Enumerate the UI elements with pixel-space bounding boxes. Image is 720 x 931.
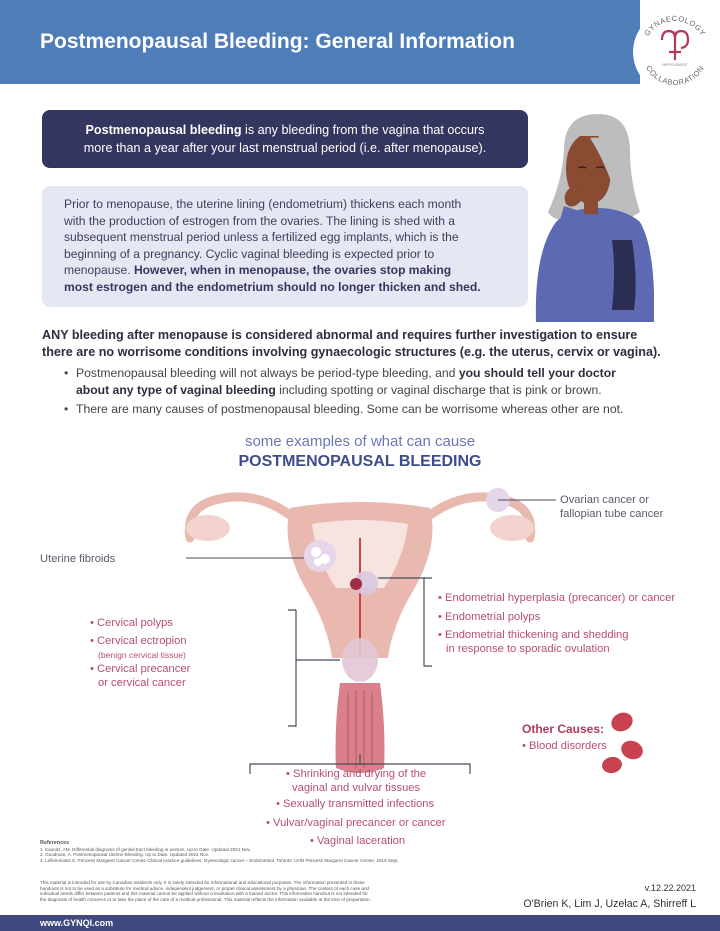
bullet-text: Postmenopausal bleeding will not always be period-type bleeding, and xyxy=(76,366,459,380)
label-cervical-precancer: • Cervical precancer or cervical cancer xyxy=(90,663,191,689)
footer-bar xyxy=(0,915,720,931)
gynqi-logo-icon xyxy=(632,2,718,96)
label-vaginal-laceration: • Vaginal laceration xyxy=(310,835,406,847)
label-cervical-ectropion: • Cervical ectropion xyxy=(90,635,187,647)
definition-text-line2: more than a year after your last menstrual period (i.e. after menopause). xyxy=(83,141,487,155)
label-vulvar-vaginal-cancer: • Vulvar/vaginal precancer or cancer xyxy=(266,817,446,829)
label-cervical-ectropion-note: (benign cervical tissue) xyxy=(98,650,186,660)
blood-cell xyxy=(619,738,646,762)
statement-line: ANY bleeding after menopause is considered abnormal and requires further investigation to ensure xyxy=(42,328,638,342)
worried-woman-illustration xyxy=(534,110,654,322)
info-line: subsequent menstrual period unless a fertilized egg implants, which is the xyxy=(64,230,459,244)
disclaimer: This material is intended for use by Canadian residents only. It is solely intended for informational and educational purposes. The information presented in these handouts is not to be used as a substitute for medical advice, independent judgement, or proper clinical assessment by a physician. The content of each case and individual needs differ between patients and this material cannot be applied without consultation with a trained doctor. This information handout is not intended for the diagnosis of health concerns or to take the place of the care of a medical professional. This material reflects the information available at the time of preparation. xyxy=(40,880,371,902)
info-line: menopause. xyxy=(64,263,134,277)
page-title: Postmenopausal Bleeding: General Information xyxy=(40,30,515,53)
definition-text: is any bleeding from the vagina that occurs xyxy=(241,123,485,137)
list-item xyxy=(64,401,704,418)
endometrial-polyp xyxy=(350,578,362,590)
definition-box xyxy=(42,110,528,168)
abnormal-bleeding-statement xyxy=(42,327,692,361)
logo-text-bottom: COLLABORATION xyxy=(644,63,706,88)
bullet-text: including spotting or vaginal discharge that is pink or brown. xyxy=(275,382,602,397)
footer-url-link[interactable]: www.GYNQI.com xyxy=(40,918,114,928)
other-causes-title: Other Causes: xyxy=(522,722,605,736)
right-ovary xyxy=(490,515,534,541)
header-banner xyxy=(0,0,640,84)
cervix-marker xyxy=(342,638,378,682)
uterine-fibroid xyxy=(304,540,336,572)
menopause-info-box xyxy=(42,186,528,307)
label-sti: • Sexually transmitted infections xyxy=(276,798,435,810)
info-emphasis: most estrogen and the endometrium should no longer thicken and shed. xyxy=(64,279,481,294)
info-line: with the production of estrogen from the ovaries. The lining is shed with a xyxy=(64,213,456,228)
label-blood-disorders: • Blood disorders xyxy=(522,740,607,752)
left-ovary xyxy=(186,515,230,541)
examples-title: POSTMENOPAUSAL BLEEDING xyxy=(238,453,482,470)
info-line: beginning of a pregnancy. Cyclic vaginal bleeding is expected prior to xyxy=(64,246,435,261)
logo-text-quality: QUALITY xyxy=(667,30,683,34)
logo-text-top: GYNAECOLOGY xyxy=(642,13,708,38)
info-line: Prior to menopause, the uterine lining (endometrium) thickens each month xyxy=(64,197,462,211)
version-label: v.12.22.2021 xyxy=(644,883,696,893)
bullet-text: There are many causes of postmenopausal bleeding. Some can be worrisome whereas other are not. xyxy=(76,402,624,416)
references-title: References xyxy=(40,840,70,846)
key-points-list xyxy=(64,365,704,421)
logo-text-improvement: IMPROVEMENT xyxy=(662,63,688,67)
list-item xyxy=(64,365,704,398)
reference-item: 1. Kaunitz, AM. Differential diagnosis of genital tract bleeding in women. Up to Date. Updated 2021 Nov. xyxy=(40,846,251,852)
label-endometrial-hyperplasia: • Endometrial hyperplasia (precancer) or cancer xyxy=(438,592,676,604)
statement-line: there are no worrisome conditions involving gynaecologic structures (e.g. the uterus, cervix or vagina). xyxy=(42,345,661,359)
examples-subtitle: some examples of what can cause xyxy=(244,433,476,450)
bullet-emphasis: you should tell your doctor xyxy=(458,366,616,380)
label-endometrial-thickening: • Endometrial thickening and shedding in response to sporadic ovulation xyxy=(438,629,629,655)
label-cervical-polyps: • Cervical polyps xyxy=(90,617,173,629)
label-ovarian-cancer: Ovarian cancer or fallopian tube cancer xyxy=(560,494,664,520)
reference-item: 3. Lefkimmiatis S. Princess Margaret Cancer Centre Clinical practice guidelines. Gynecologic cancer – Endometrial. Toronto: UHN Princess Margaret Cancer Centre; 2019 Sept. xyxy=(40,857,399,863)
bullet-emphasis: about any type of vaginal bleeding xyxy=(76,382,276,397)
label-shrinking-drying: • Shrinking and drying of the vaginal and vulvar tissues xyxy=(286,768,427,794)
blood-cell xyxy=(601,755,623,774)
reference-item: 2. Goodman, A. Postmenopausal Uterine Bleeding. Up to Date. Updated 2021 Nov. xyxy=(40,852,209,858)
info-emphasis: However, when in menopause, the ovaries stop making xyxy=(133,263,452,277)
definition-term: Postmenopausal bleeding xyxy=(85,123,242,137)
authors-label: O'Brien K, Lim J, Uzelac A, Shirreff L xyxy=(523,898,696,910)
label-uterine-fibroids: Uterine fibroids xyxy=(40,553,116,565)
blood-cell xyxy=(608,709,636,735)
references xyxy=(40,841,510,863)
label-endometrial-polyps: • Endometrial polyps xyxy=(438,611,541,623)
